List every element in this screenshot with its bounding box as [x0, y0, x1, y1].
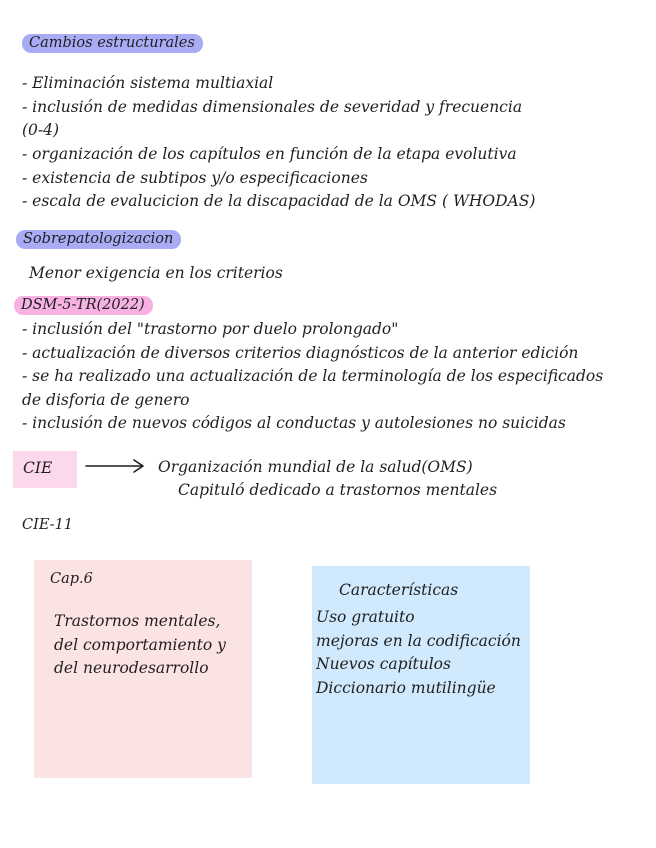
list-item: - inclusión de nuevos códigos al conductas y autolesiones no suicidas: [22, 414, 566, 432]
box-caracteristicas: [312, 566, 530, 784]
box-line: Nuevos capítulos: [316, 655, 451, 673]
box-line: Trastornos mentales,: [54, 612, 221, 630]
cie-tag: [13, 451, 77, 488]
list-item: - existencia de subtipos y/o especificaciones: [22, 169, 368, 187]
box-line: mejoras en la codificación: [316, 632, 521, 650]
box-cap6: [34, 560, 252, 778]
box-title: Características: [339, 581, 459, 599]
list-item: - escala de evalucicion de la discapacidad de la OMS ( WHODAS): [22, 192, 536, 210]
cie-description-line2: Capitulό dedicado a trastornos mentales: [178, 481, 498, 499]
list-item: - se ha realizado una actualización de la terminología de los especificados: [22, 367, 604, 385]
arrow-right-icon: [84, 457, 148, 475]
cie-description-line1: Organización mundial de la salud(OMS): [158, 458, 473, 476]
paragraph: Menor exigencia en los criterios: [29, 264, 283, 282]
heading-highlight: Sobrepatologizacion: [16, 230, 181, 249]
list-item: (0-4): [22, 121, 60, 139]
list-item: - inclusión de medidas dimensionales de severidad y frecuencia: [22, 98, 523, 116]
cie11-label: CIE-11: [22, 517, 74, 533]
section-heading-cambios: [22, 32, 203, 53]
list-item: - organización de los capítulos en función de la etapa evolutiva: [22, 145, 517, 163]
heading-highlight: DSM-5-TR(2022): [14, 296, 153, 315]
list-item: de disforia de genero: [22, 391, 190, 409]
list-item: - inclusión del "trastorno por duelo prolongado": [22, 320, 399, 338]
box-title: Cap.6: [50, 571, 93, 587]
box-line: Diccionario mutilingüe: [316, 679, 496, 697]
section-heading-sobrepatologizacion: [16, 228, 181, 249]
list-item: - actualización de diversos criterios diagnósticos de la anterior edición: [22, 344, 579, 362]
list-item: - Eliminación sistema multiaxial: [22, 74, 274, 92]
box-line: Uso gratuito: [316, 608, 415, 626]
section-heading-dsm: [14, 294, 153, 315]
cie-label: CIE: [23, 459, 53, 477]
box-line: del comportamiento y: [54, 636, 226, 654]
heading-highlight: Cambios estructurales: [22, 34, 203, 53]
box-line: del neurodesarrollo: [54, 659, 209, 677]
